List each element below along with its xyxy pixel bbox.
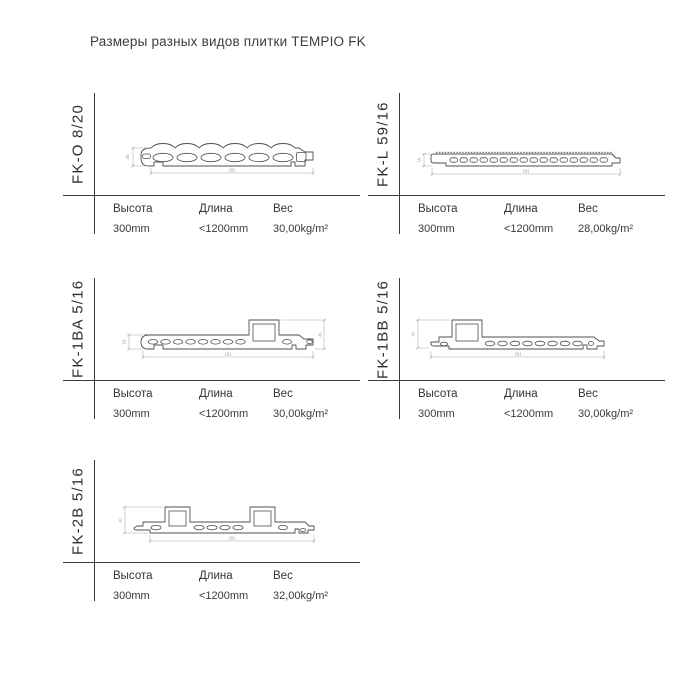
- profile-outline: [431, 152, 620, 166]
- dimension-label-box-height: 41: [410, 331, 416, 337]
- column-header-length: Длина: [199, 388, 233, 400]
- value-height: 300mm: [113, 223, 150, 235]
- column-header-length: Длина: [199, 203, 233, 215]
- section-divider-horizontal: [368, 380, 665, 381]
- column-header-height: Высота: [113, 203, 153, 215]
- dimension-label-width: 291: [224, 351, 232, 357]
- section-fk-o-8-20: [63, 93, 360, 241]
- column-header-height: Высота: [113, 388, 153, 400]
- dimension-label-thickness: 16: [416, 157, 422, 163]
- profile-drawing-fk-o: [63, 93, 360, 195]
- column-header-height: Высота: [418, 203, 458, 215]
- value-height: 300mm: [418, 223, 455, 235]
- value-length: <1200mm: [504, 223, 554, 235]
- tile-type-label: FK-O 8/20: [69, 104, 87, 184]
- value-length: <1200mm: [199, 590, 249, 602]
- profile-drawing-fk-1bb: [368, 278, 665, 380]
- value-height: 300mm: [418, 408, 455, 420]
- column-header-weight: Вес: [578, 388, 598, 400]
- value-length: <1200mm: [199, 223, 249, 235]
- column-header-height: Высота: [113, 570, 153, 582]
- section-fk-1bb-5-16: [368, 278, 665, 426]
- tile-type-label: FK-L 59/16: [374, 101, 392, 187]
- section-fk-l-59-16: [368, 93, 665, 241]
- column-header-weight: Вес: [273, 203, 293, 215]
- profile-drawing-fk-2b: [63, 460, 360, 562]
- value-height: 300mm: [113, 590, 150, 602]
- column-header-length: Длина: [504, 388, 538, 400]
- dimension-label-thickness: 16: [121, 339, 127, 345]
- column-header-weight: Вес: [273, 570, 293, 582]
- section-divider-horizontal: [63, 195, 360, 196]
- dimension-label-width: 292: [228, 167, 236, 173]
- section-fk-2b-5-16: [63, 460, 360, 608]
- profile-outline: [141, 320, 313, 349]
- dimension-label-box-height: 41: [117, 517, 123, 523]
- value-weight: 32,00kg/m²: [273, 590, 329, 602]
- dimension-label-width: 291: [514, 351, 522, 357]
- column-header-length: Длина: [504, 203, 538, 215]
- column-header-weight: Вес: [578, 203, 598, 215]
- column-header-height: Высота: [418, 388, 458, 400]
- page-title: Размеры разных видов плитки TEMPIO FK: [90, 34, 366, 49]
- column-header-weight: Вес: [273, 388, 293, 400]
- value-weight: 30,00kg/m²: [578, 408, 634, 420]
- tile-type-label: FK-1BA 5/16: [69, 279, 87, 379]
- dimension-label-width: 291: [522, 168, 530, 174]
- value-weight: 28,00kg/m²: [578, 223, 634, 235]
- profile-outline: [431, 320, 604, 349]
- dimension-label-width: 291: [228, 535, 236, 541]
- tile-type-label: FK-2B 5/16: [69, 467, 87, 555]
- value-length: <1200mm: [504, 408, 554, 420]
- value-height: 300mm: [113, 408, 150, 420]
- tile-type-label: FK-1BB 5/16: [374, 279, 392, 379]
- profile-drawing-fk-1ba: [63, 278, 360, 380]
- column-header-length: Длина: [199, 570, 233, 582]
- section-divider-horizontal: [63, 562, 360, 563]
- section-divider-horizontal: [63, 380, 360, 381]
- dimension-label-thickness: 20: [125, 154, 130, 160]
- profile-drawing-fk-l: [368, 93, 665, 195]
- value-weight: 30,00kg/m²: [273, 408, 329, 420]
- dimension-label-box-height: 41: [317, 332, 323, 337]
- value-length: <1200mm: [199, 408, 249, 420]
- value-weight: 30,00kg/m²: [273, 223, 329, 235]
- section-divider-horizontal: [368, 195, 665, 196]
- section-fk-1ba-5-16: [63, 278, 360, 426]
